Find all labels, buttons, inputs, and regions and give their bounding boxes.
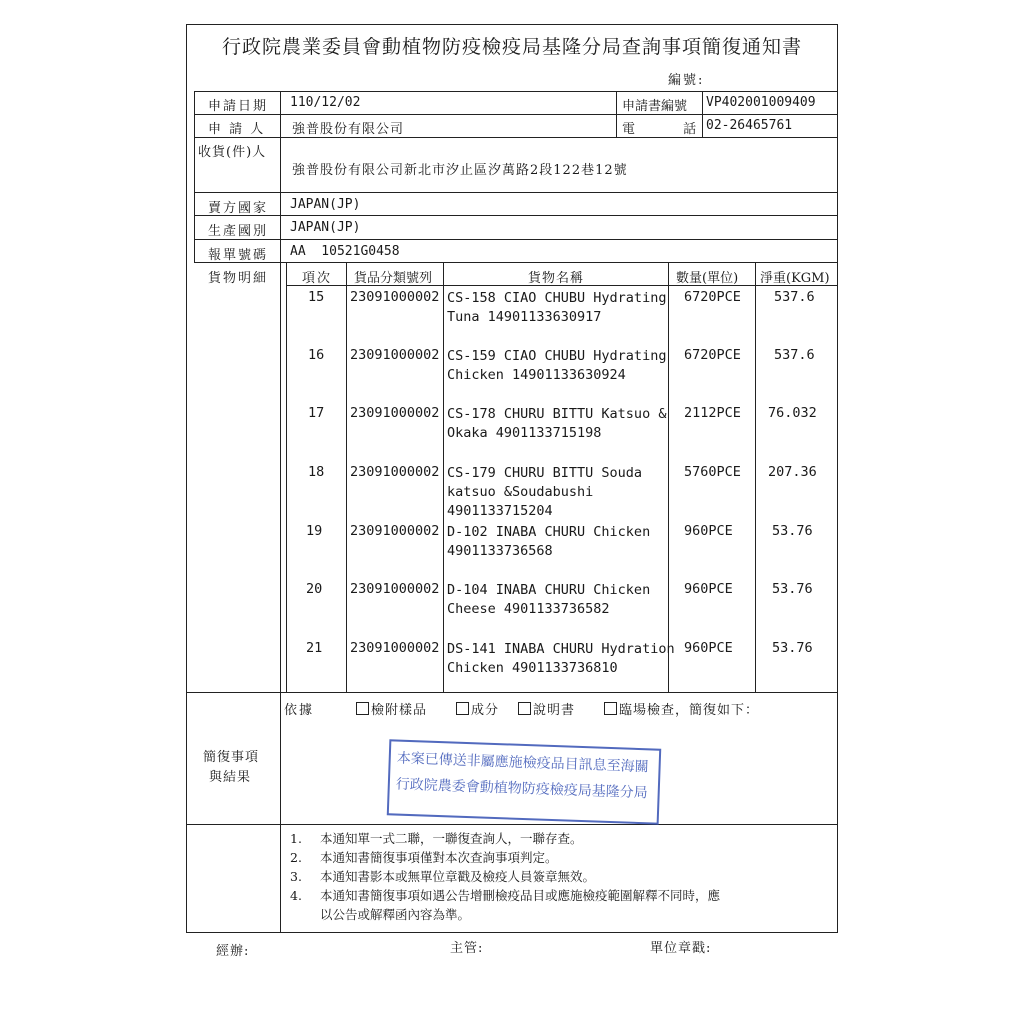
grid-line: [280, 692, 281, 933]
row-quantity: 5760PCE: [684, 464, 741, 480]
grid-line: [194, 91, 195, 262]
declaration-number-label: 報單號碼: [208, 248, 269, 263]
row-code: 23091000002: [350, 347, 440, 363]
row-quantity: 960PCE: [684, 523, 733, 539]
basis-option-manual: 說明書: [518, 699, 575, 718]
application-date-label: 申請日期: [208, 99, 269, 114]
note-number: 2.: [290, 850, 302, 865]
basis-label: 依據: [284, 703, 315, 718]
row-description: CS-158 CIAO CHUBU Hydrating Tuna 14901133630917: [447, 290, 667, 325]
note-text: 本通知書影本或無單位章戳及檢疫人員簽章無效。: [320, 869, 596, 884]
column-header-item: 項次: [302, 271, 333, 286]
note-text: 以公告或解釋函內容為準。: [320, 907, 471, 922]
row-item-number: 20: [306, 581, 323, 597]
checkbox-onsite-inspection: [604, 702, 617, 715]
row-code: 23091000002: [350, 289, 440, 305]
grid-line: [286, 262, 287, 692]
list-item: [290, 886, 830, 905]
list-item: [290, 848, 830, 867]
row-code: 23091000002: [350, 523, 440, 539]
row-weight: 53.76: [772, 581, 813, 597]
row-item-number: 17: [308, 405, 325, 421]
notes-list: [290, 829, 830, 925]
serial-number-label: 編號:: [668, 73, 705, 88]
grid-line: [755, 262, 756, 692]
seller-country-value: JAPAN(JP): [290, 197, 361, 212]
row-item-number: 19: [306, 523, 323, 539]
consignee-label: 收貨(件)人: [198, 145, 267, 160]
goods-details-label: 貨物明細: [208, 271, 269, 286]
row-item-number: 16: [308, 347, 325, 363]
grid-line: [186, 824, 838, 825]
basis-option-sample: 檢附樣品: [356, 699, 427, 718]
grid-line: [186, 692, 838, 693]
official-stamp: [387, 739, 661, 824]
origin-country-label: 生產國別: [208, 224, 269, 239]
list-item: [290, 905, 830, 924]
row-description: D-102 INABA CHURU Chicken 4901133736568: [447, 524, 651, 559]
list-item: [290, 829, 830, 848]
row-quantity: 960PCE: [684, 640, 733, 656]
row-item-number: 21: [306, 640, 323, 656]
row-code: 23091000002: [350, 464, 440, 480]
column-header-quantity: 數量(單位): [676, 271, 739, 286]
document-title: 行政院農業委員會動植物防疫檢疫局基隆分局查詢事項簡復通知書: [222, 36, 803, 58]
grid-line: [194, 215, 838, 216]
basis-option-onsite-inspection: 臨場檢查，簡復如下：: [604, 699, 759, 718]
column-header-name: 貨物名稱: [528, 271, 585, 286]
note-text: 本通知書簡復事項如遇公告增刪檢疫品目或應施檢疫範圍解釋不同時，應: [320, 888, 721, 903]
note-text: 本通知書簡復事項僅對本次查詢事項判定。: [320, 850, 558, 865]
checkbox-manual: [518, 702, 531, 715]
row-quantity: 2112PCE: [684, 405, 741, 421]
basis-option-ingredients: 成分: [456, 699, 499, 718]
row-quantity: 6720PCE: [684, 347, 741, 363]
application-number-label: 申請書編號: [622, 99, 688, 114]
grid-line: [280, 91, 281, 692]
note-text: 本通知單一式二聯，一聯復查詢人，一聯存查。: [320, 831, 583, 846]
row-weight: 537.6: [774, 347, 815, 363]
result-label-line2: 與結果: [209, 770, 252, 785]
grid-line: [616, 91, 617, 137]
note-number: 4.: [290, 888, 302, 903]
row-weight: 207.36: [768, 464, 817, 480]
row-quantity: 960PCE: [684, 581, 733, 597]
note-number: 1.: [290, 831, 302, 846]
application-date-value: 110/12/02: [290, 95, 361, 110]
grid-line: [194, 114, 838, 115]
origin-country-value: JAPAN(JP): [290, 220, 361, 235]
column-header-weight: 淨重(KGM): [760, 271, 830, 286]
row-code: 23091000002: [350, 405, 440, 421]
applicant-label: 申 請 人: [208, 122, 266, 137]
footer-handler: 經辦:: [216, 944, 250, 959]
result-label-line1: 簡復事項: [203, 750, 260, 765]
grid-line: [443, 262, 444, 692]
row-item-number: 18: [308, 464, 325, 480]
grid-line: [194, 239, 838, 240]
footer-supervisor: 主管:: [450, 941, 484, 956]
grid-line: [702, 91, 703, 137]
row-quantity: 6720PCE: [684, 289, 741, 305]
row-code: 23091000002: [350, 640, 440, 656]
phone-value: 02-26465761: [706, 118, 793, 133]
grid-line: [668, 262, 669, 692]
checkbox-ingredients: [456, 702, 469, 715]
row-item-number: 15: [308, 289, 325, 305]
grid-line: [194, 262, 838, 263]
footer-unit-seal: 單位章戳:: [650, 941, 712, 956]
grid-line: [194, 91, 838, 92]
column-header-code: 貨品分類號列: [354, 271, 433, 286]
row-description: CS-179 CHURU BITTU Souda katsuo &Soudabushi 4901133715204: [447, 465, 643, 519]
checkbox-sample: [356, 702, 369, 715]
consignee-value: 強普股份有限公司新北市汐止區汐萬路2段122巷12號: [292, 163, 628, 178]
application-number-value: VP402001009409: [706, 95, 816, 110]
declaration-number-value: AA 10521G0458: [290, 244, 400, 259]
row-description: D-104 INABA CHURU Chicken Cheese 4901133736582: [447, 582, 651, 617]
grid-line: [194, 137, 838, 138]
row-weight: 537.6: [774, 289, 815, 305]
row-description: DS-141 INABA CHURU Hydration Chicken 4901133736810: [447, 641, 675, 676]
applicant-value: 強普股份有限公司: [292, 122, 405, 137]
list-item: [290, 867, 830, 886]
row-description: CS-178 CHURU BITTU Katsuo & Okaka 4901133715198: [447, 406, 667, 441]
row-code: 23091000002: [350, 581, 440, 597]
row-weight: 53.76: [772, 640, 813, 656]
row-description: CS-159 CIAO CHUBU Hydrating Chicken 14901133630924: [447, 348, 667, 383]
phone-label: 電 話: [622, 122, 699, 137]
grid-line: [346, 262, 347, 692]
row-weight: 76.032: [768, 405, 817, 421]
row-weight: 53.76: [772, 523, 813, 539]
note-number: 3.: [290, 869, 302, 884]
grid-line: [194, 192, 838, 193]
stamp-line2: 行政院農委會動植物防疫檢疫局基隆分局: [395, 776, 648, 802]
seller-country-label: 賣方國家: [208, 201, 269, 216]
stamp-line1: 本案已傳送非屬應施檢疫品目訊息至海關: [396, 750, 649, 776]
